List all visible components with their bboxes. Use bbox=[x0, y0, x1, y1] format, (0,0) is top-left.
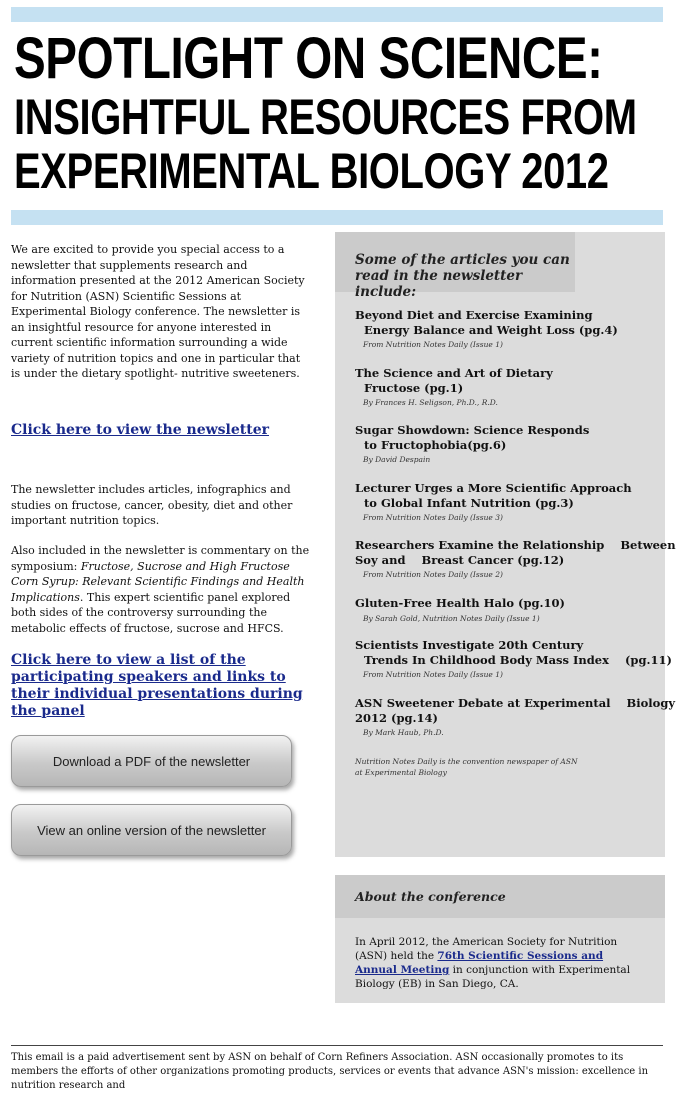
about-heading: About the conference bbox=[335, 875, 665, 918]
intro-paragraph: We are excited to provide you special access to a newsletter that supplements research and information presented at the 2012 American Society for Nutrition (ASN) Scientific Sessions at Experimental Biology conference. The newsletter is an insightful resource for anyone interested in current scientific information surrounding a wide variety of nutrition topics and one in particular that is under the dietary spotlight- nutritive sweeteners. bbox=[11, 243, 305, 380]
article-source: From Nutrition Notes Daily (Issue 3) bbox=[363, 513, 503, 522]
about-conference-box bbox=[335, 875, 665, 1003]
article-title-line: Sugar Showdown: Science Responds bbox=[355, 423, 590, 437]
article-title-line: Researchers Examine the Relationship Between bbox=[355, 538, 676, 552]
about-text-pre: In April 2012, the American Society for Nutrition (ASN) held the bbox=[355, 936, 618, 962]
article-item[interactable] bbox=[355, 538, 676, 580]
symposium-paragraph bbox=[11, 543, 311, 636]
article-title-line: 2012 (pg.14) bbox=[355, 710, 438, 725]
newspaper-note: Nutrition Notes Daily is the convention newspaper of ASN at Experimental Biology bbox=[355, 757, 578, 777]
article-source: From Nutrition Notes Daily (Issue 2) bbox=[363, 570, 503, 579]
header-rule-bottom bbox=[11, 210, 663, 225]
article-title-line: Gluten-Free Health Halo (pg.10) bbox=[355, 596, 565, 610]
download-pdf-button[interactable]: Download a PDF of the newsletter bbox=[11, 735, 292, 787]
article-title-line: to Global Infant Nutrition (pg.3) bbox=[364, 495, 574, 510]
title-line-2: INSIGHTFUL RESOURCES FROM bbox=[14, 89, 637, 145]
article-title-line: to Fructophobia(pg.6) bbox=[364, 437, 507, 452]
article-source: By Frances H. Seligson, Ph.D., R.D. bbox=[363, 398, 498, 407]
header-rule-top bbox=[11, 7, 663, 22]
footer-disclaimer: This email is a paid advertisement sent by ASN on behalf of Corn Refiners Association. ASN occasionally promotes to its members the efforts of other organizations promoting products, services or events that advance ASN's mission: excellence in nutrition research and bbox=[11, 1052, 649, 1091]
view-newsletter-link[interactable]: Click here to view the newsletter bbox=[11, 422, 269, 438]
article-item[interactable] bbox=[355, 696, 676, 738]
sidebar-heading: Some of the articles you can read in the newsletter include: bbox=[335, 232, 575, 292]
article-title-line: Energy Balance and Weight Loss (pg.4) bbox=[364, 322, 618, 337]
article-item[interactable] bbox=[355, 308, 660, 350]
article-title-line: Beyond Diet and Exercise Examining bbox=[355, 308, 593, 322]
article-item[interactable] bbox=[355, 596, 660, 624]
newsletter-description: The newsletter includes articles, infographics and studies on fructose, cancer, obesity, diet and other important nutrition topics. bbox=[11, 483, 293, 527]
article-source: From Nutrition Notes Daily (Issue 1) bbox=[363, 340, 503, 349]
view-online-button[interactable]: View an online version of the newsletter bbox=[11, 804, 292, 856]
article-source: By Sarah Gold, Nutrition Notes Daily (Issue 1) bbox=[363, 613, 540, 623]
annual-meeting-link[interactable]: 76th Scientific Sessions and Annual Meeting bbox=[355, 950, 604, 976]
article-source: By David Despain bbox=[363, 455, 431, 464]
footer-divider bbox=[11, 1045, 663, 1046]
article-title-line: The Science and Art of Dietary bbox=[355, 366, 553, 380]
speakers-list-link[interactable]: Click here to view a list of the participating speakers and links to their individual presentations during the panel bbox=[11, 652, 303, 719]
article-item[interactable] bbox=[355, 481, 660, 523]
article-item[interactable] bbox=[355, 638, 672, 680]
article-title-line: Scientists Investigate 20th Century bbox=[355, 638, 584, 652]
article-source: By Mark Haub, Ph.D. bbox=[363, 728, 444, 737]
symposium-post: . This expert scientific panel explored both sides of the controversy surrounding the metabolic effects of fructose, sucrose and HFCS. bbox=[11, 590, 291, 635]
page-title bbox=[14, 28, 666, 198]
article-title-line: Soy and Breast Cancer (pg.12) bbox=[355, 552, 565, 567]
title-line-3: EXPERIMENTAL BIOLOGY 2012 bbox=[14, 143, 609, 199]
article-title-line: Trends In Childhood Body Mass Index (pg.11) bbox=[364, 652, 672, 667]
articles-sidebar bbox=[335, 232, 676, 857]
about-text-post: in conjunction with Experimental Biology (EB) in San Diego, CA. bbox=[355, 964, 631, 990]
article-title-line: Lecturer Urges a More Scientific Approach bbox=[355, 481, 632, 495]
article-item[interactable] bbox=[355, 366, 660, 408]
article-item[interactable] bbox=[355, 423, 660, 465]
article-source: From Nutrition Notes Daily (Issue 1) bbox=[363, 670, 503, 679]
about-body bbox=[335, 918, 665, 991]
title-line-1: SPOTLIGHT ON SCIENCE: bbox=[14, 26, 603, 91]
symposium-pre: Also included in the newsletter is commentary on the symposium: bbox=[11, 544, 310, 573]
article-title-line: ASN Sweetener Debate at Experimental Biology bbox=[355, 696, 676, 710]
symposium-title: Fructose, Sucrose and High Fructose Corn Syrup: Relevant Scientific Findings and Health Implications bbox=[11, 559, 305, 604]
article-title-line: Fructose (pg.1) bbox=[364, 380, 464, 395]
